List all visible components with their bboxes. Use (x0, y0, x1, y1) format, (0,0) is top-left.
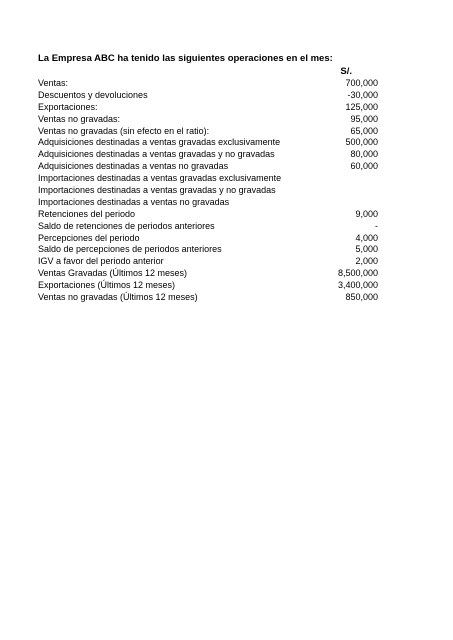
operation-row (38, 137, 378, 149)
operation-label: Retenciones del periodo (38, 208, 136, 219)
operation-label: Descuentos y devoluciones (38, 89, 148, 100)
operation-label: Ventas no gravadas (sin efecto en el ratio): (38, 125, 210, 136)
operation-row (38, 90, 378, 102)
operation-value: 8,500,000 (337, 268, 378, 279)
operation-row (38, 268, 378, 280)
operation-row (38, 209, 378, 221)
operation-label: Importaciones destinadas a ventas no gravadas (38, 196, 230, 207)
operation-value: 60,000 (350, 161, 378, 172)
operation-row (38, 149, 378, 161)
operation-label: Percepciones del periodo (38, 232, 140, 243)
operation-row (38, 197, 378, 209)
operation-label: IGV a favor del periodo anterior (38, 256, 164, 267)
operation-row (38, 221, 378, 233)
operation-label: Ventas no gravadas (Últimos 12 meses) (38, 292, 198, 303)
operation-value: 850,000 (345, 292, 378, 303)
operation-row (38, 292, 378, 304)
operation-row (38, 185, 378, 197)
operation-value: 2,000 (355, 256, 378, 267)
operation-row (38, 78, 378, 90)
operation-row (38, 244, 378, 256)
operation-value: 3,400,000 (337, 280, 378, 291)
operations-list (38, 78, 378, 304)
operation-label: Adquisiciones destinadas a ventas gravadas exclusivamente (38, 137, 281, 148)
operation-label: Importaciones destinadas a ventas gravadas exclusivamente (38, 173, 282, 184)
operation-value: 4,000 (355, 232, 378, 243)
operation-label: Adquisiciones destinadas a ventas gravadas y no gravadas (38, 149, 275, 160)
operation-row (38, 126, 378, 138)
operation-label: Ventas no gravadas: (38, 113, 121, 124)
operation-label: Ventas: (38, 78, 69, 88)
document-title: La Empresa ABC ha tenido las siguientes operaciones en el mes: (38, 53, 333, 64)
operation-row (38, 102, 378, 114)
currency-header-row (38, 66, 378, 78)
document-sheet (38, 52, 378, 304)
operation-label: Exportaciones: (38, 101, 98, 112)
operation-value: 700,000 (345, 78, 378, 88)
operation-value: - (375, 220, 378, 231)
operation-row (38, 114, 378, 126)
operation-row (38, 233, 378, 245)
operation-row (38, 161, 378, 173)
operation-label: Adquisiciones destinadas a ventas no gravadas (38, 161, 229, 172)
operation-label: Importaciones destinadas a ventas gravadas y no gravadas (38, 185, 276, 196)
operation-value: 65,000 (350, 125, 378, 136)
operation-row (38, 256, 378, 268)
operation-value: -30,000 (347, 89, 378, 100)
operation-value: 9,000 (355, 208, 378, 219)
operation-value: 80,000 (350, 149, 378, 160)
operation-value: 95,000 (350, 113, 378, 124)
currency-label: S/. (340, 66, 352, 77)
operation-value: 500,000 (345, 137, 378, 148)
operation-row (38, 173, 378, 185)
operation-row (38, 280, 378, 292)
operation-value: 5,000 (355, 244, 378, 255)
operation-label: Saldo de percepciones de periodos anteriores (38, 244, 222, 255)
operation-label: Saldo de retenciones de periodos anteriores (38, 220, 215, 231)
operation-label: Ventas Gravadas (Últimos 12 meses) (38, 268, 188, 279)
operation-value: 125,000 (345, 101, 378, 112)
operation-label: Exportaciones (Últimos 12 meses) (38, 280, 176, 291)
